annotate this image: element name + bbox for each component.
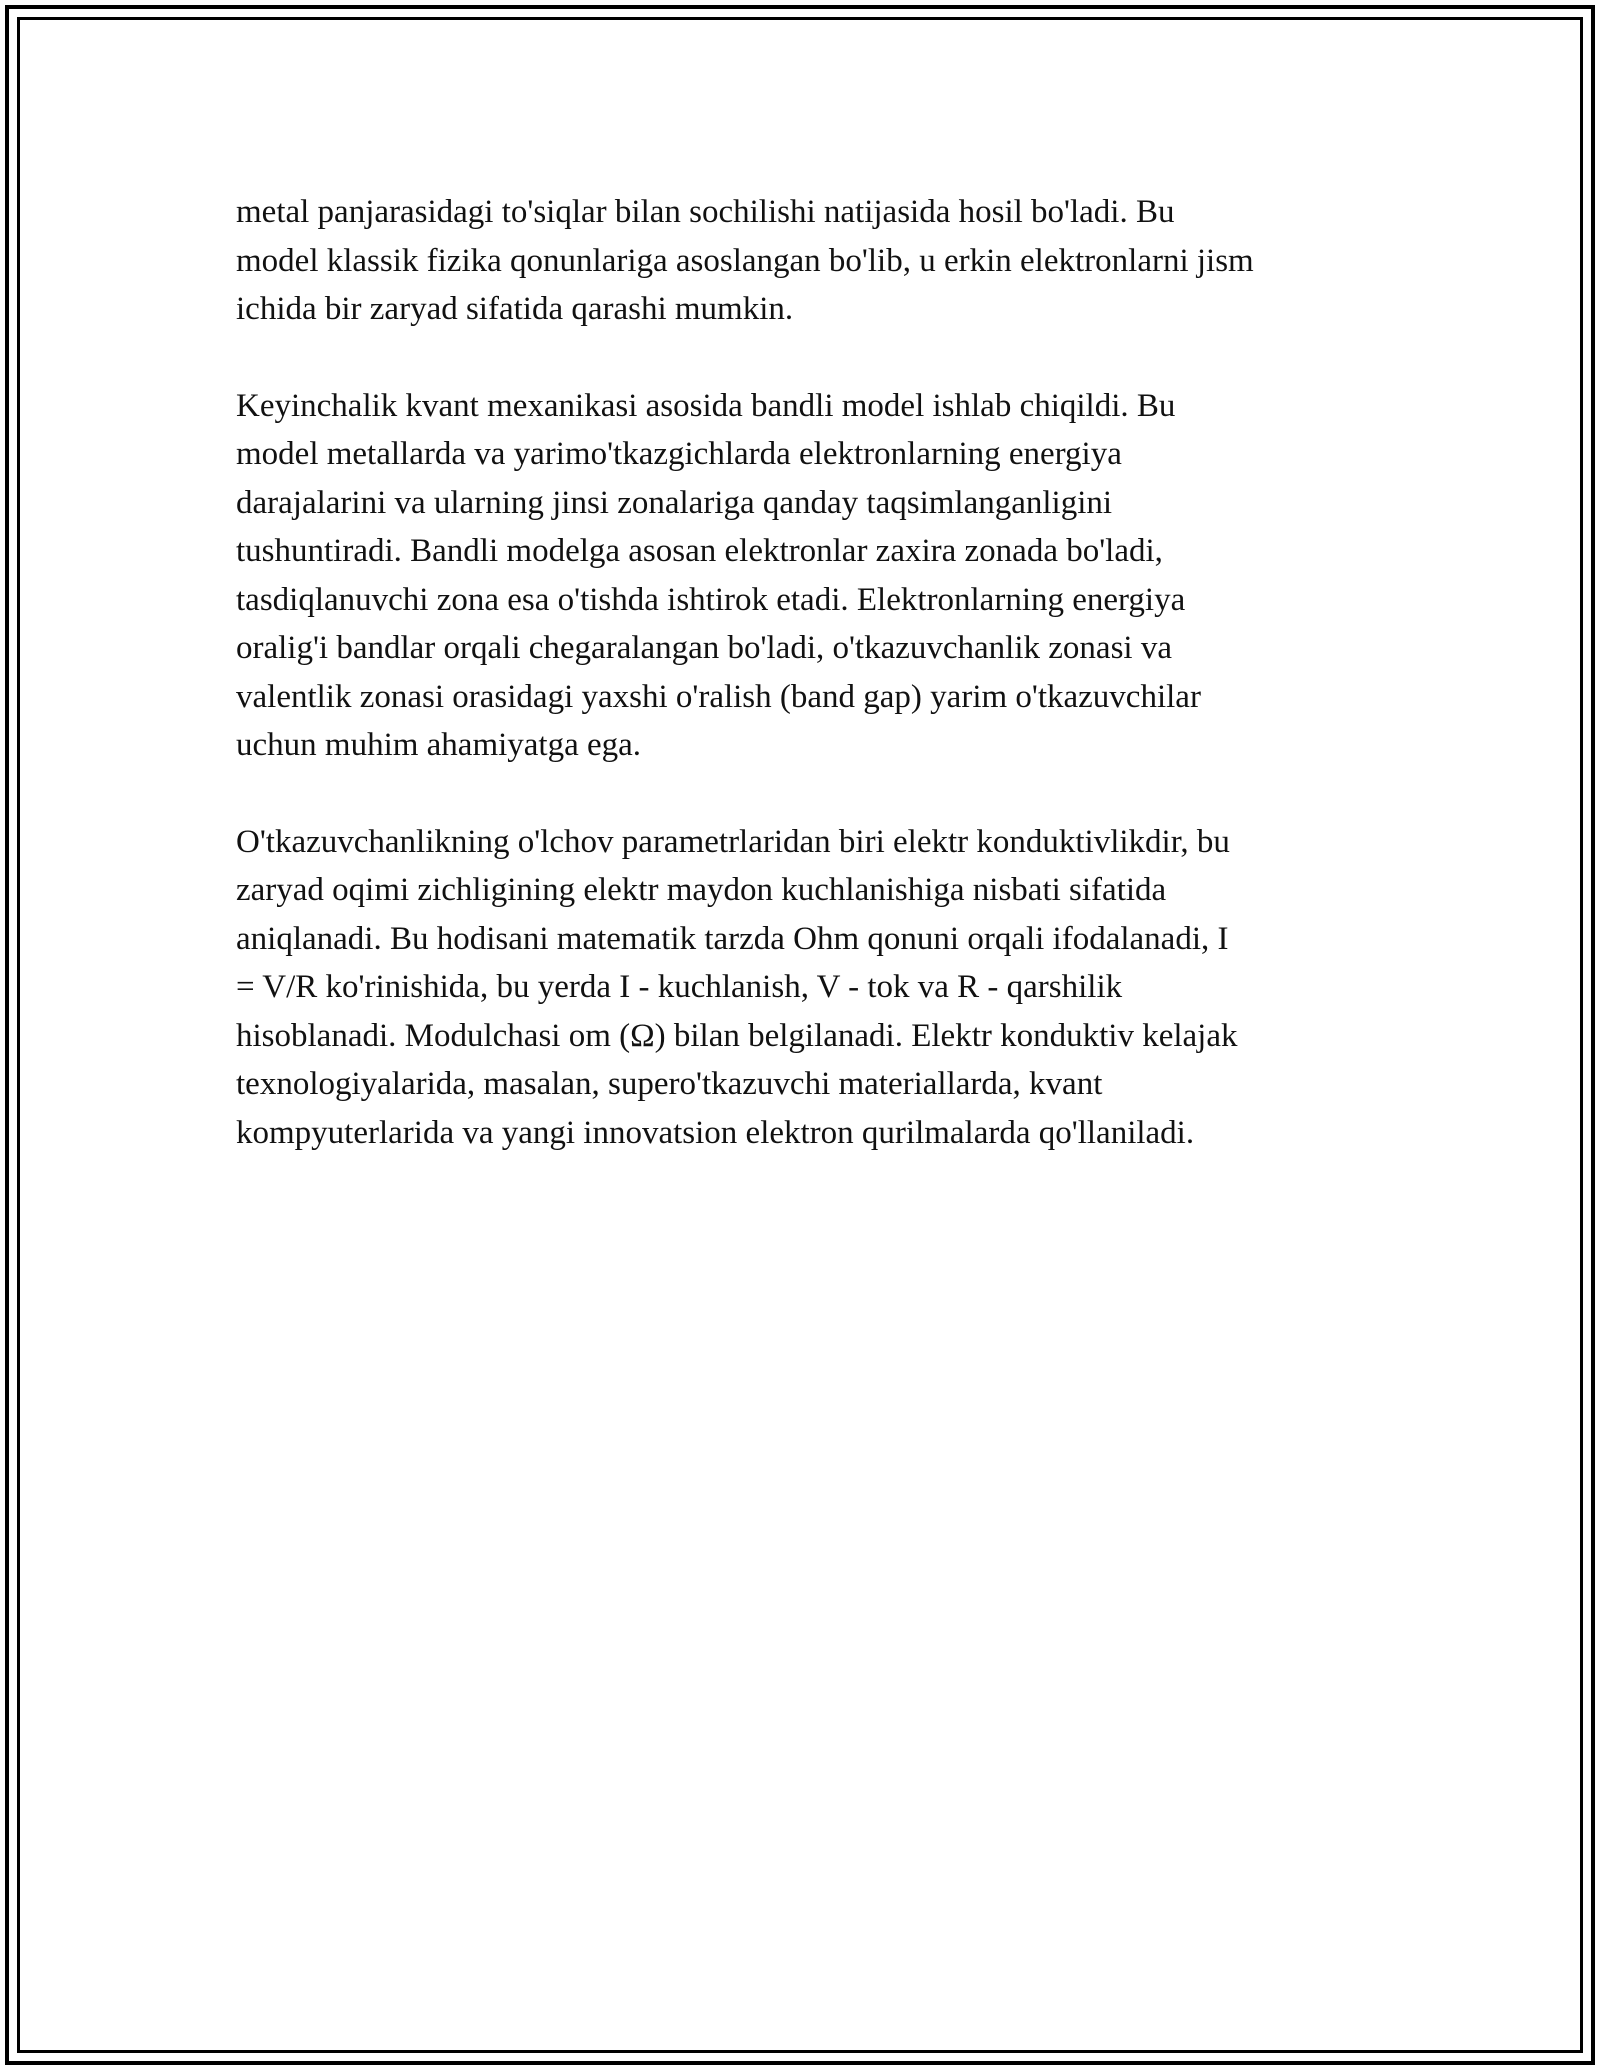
paragraph-1: metal panjarasidagi to'siqlar bilan sochilishi natijasida hosil bo'ladi. Bu model klassik fizika qonunlariga asoslangan bo'lib, u erkin elektronlarni jism ichida bir zaryad sifatida qarashi mumkin. <box>236 194 1254 327</box>
document-body <box>236 188 1376 1205</box>
paragraph-2: Keyinchalik kvant mexanikasi asosida bandli model ishlab chiqildi. Bu model metallarda va yarimo'tkazgichlarda elektronlarning energiya darajalarini va ularning jinsi zonalariga qanday taqsimlanganligini tushuntiradi. Bandli modelga asosan elektronlar zaxira zonada bo'ladi, tasdiqlanuvchi zona esa o'tishda ishtirok etadi. Elektronlarning energiya oralig'i bandlar orqali chegaralangan bo'ladi, o'tkazuvchanlik zonasi va valentlik zonasi orasidagi yaxshi o'ralish (band gap) yarim o'tkazuvchilar uchun muhim ahamiyatga ega. <box>236 387 1201 763</box>
paragraph-3: O'tkazuvchanlikning o'lchov parametrlaridan biri elektr konduktivlikdir, bu zaryad oqimi zichligining elektr maydon kuchlanishiga nisbati sifatida aniqlanadi. Bu hodisani matematik tarzda Ohm qonuni orqali ifodalanadi, I = V/R ko'rinishida, bu yerda I - kuchlanish, V - tok va R - qarshilik hisoblanadi. Modulchasi om (Ω) bilan belgilanadi. Elektr konduktiv kelajak texnologiyalarida, masalan, supero'tkazuvchi materiallarda, kvant kompyuterlarida va yangi innovatsion elektron qurilmalarda qo'llaniladi. <box>236 823 1238 1151</box>
